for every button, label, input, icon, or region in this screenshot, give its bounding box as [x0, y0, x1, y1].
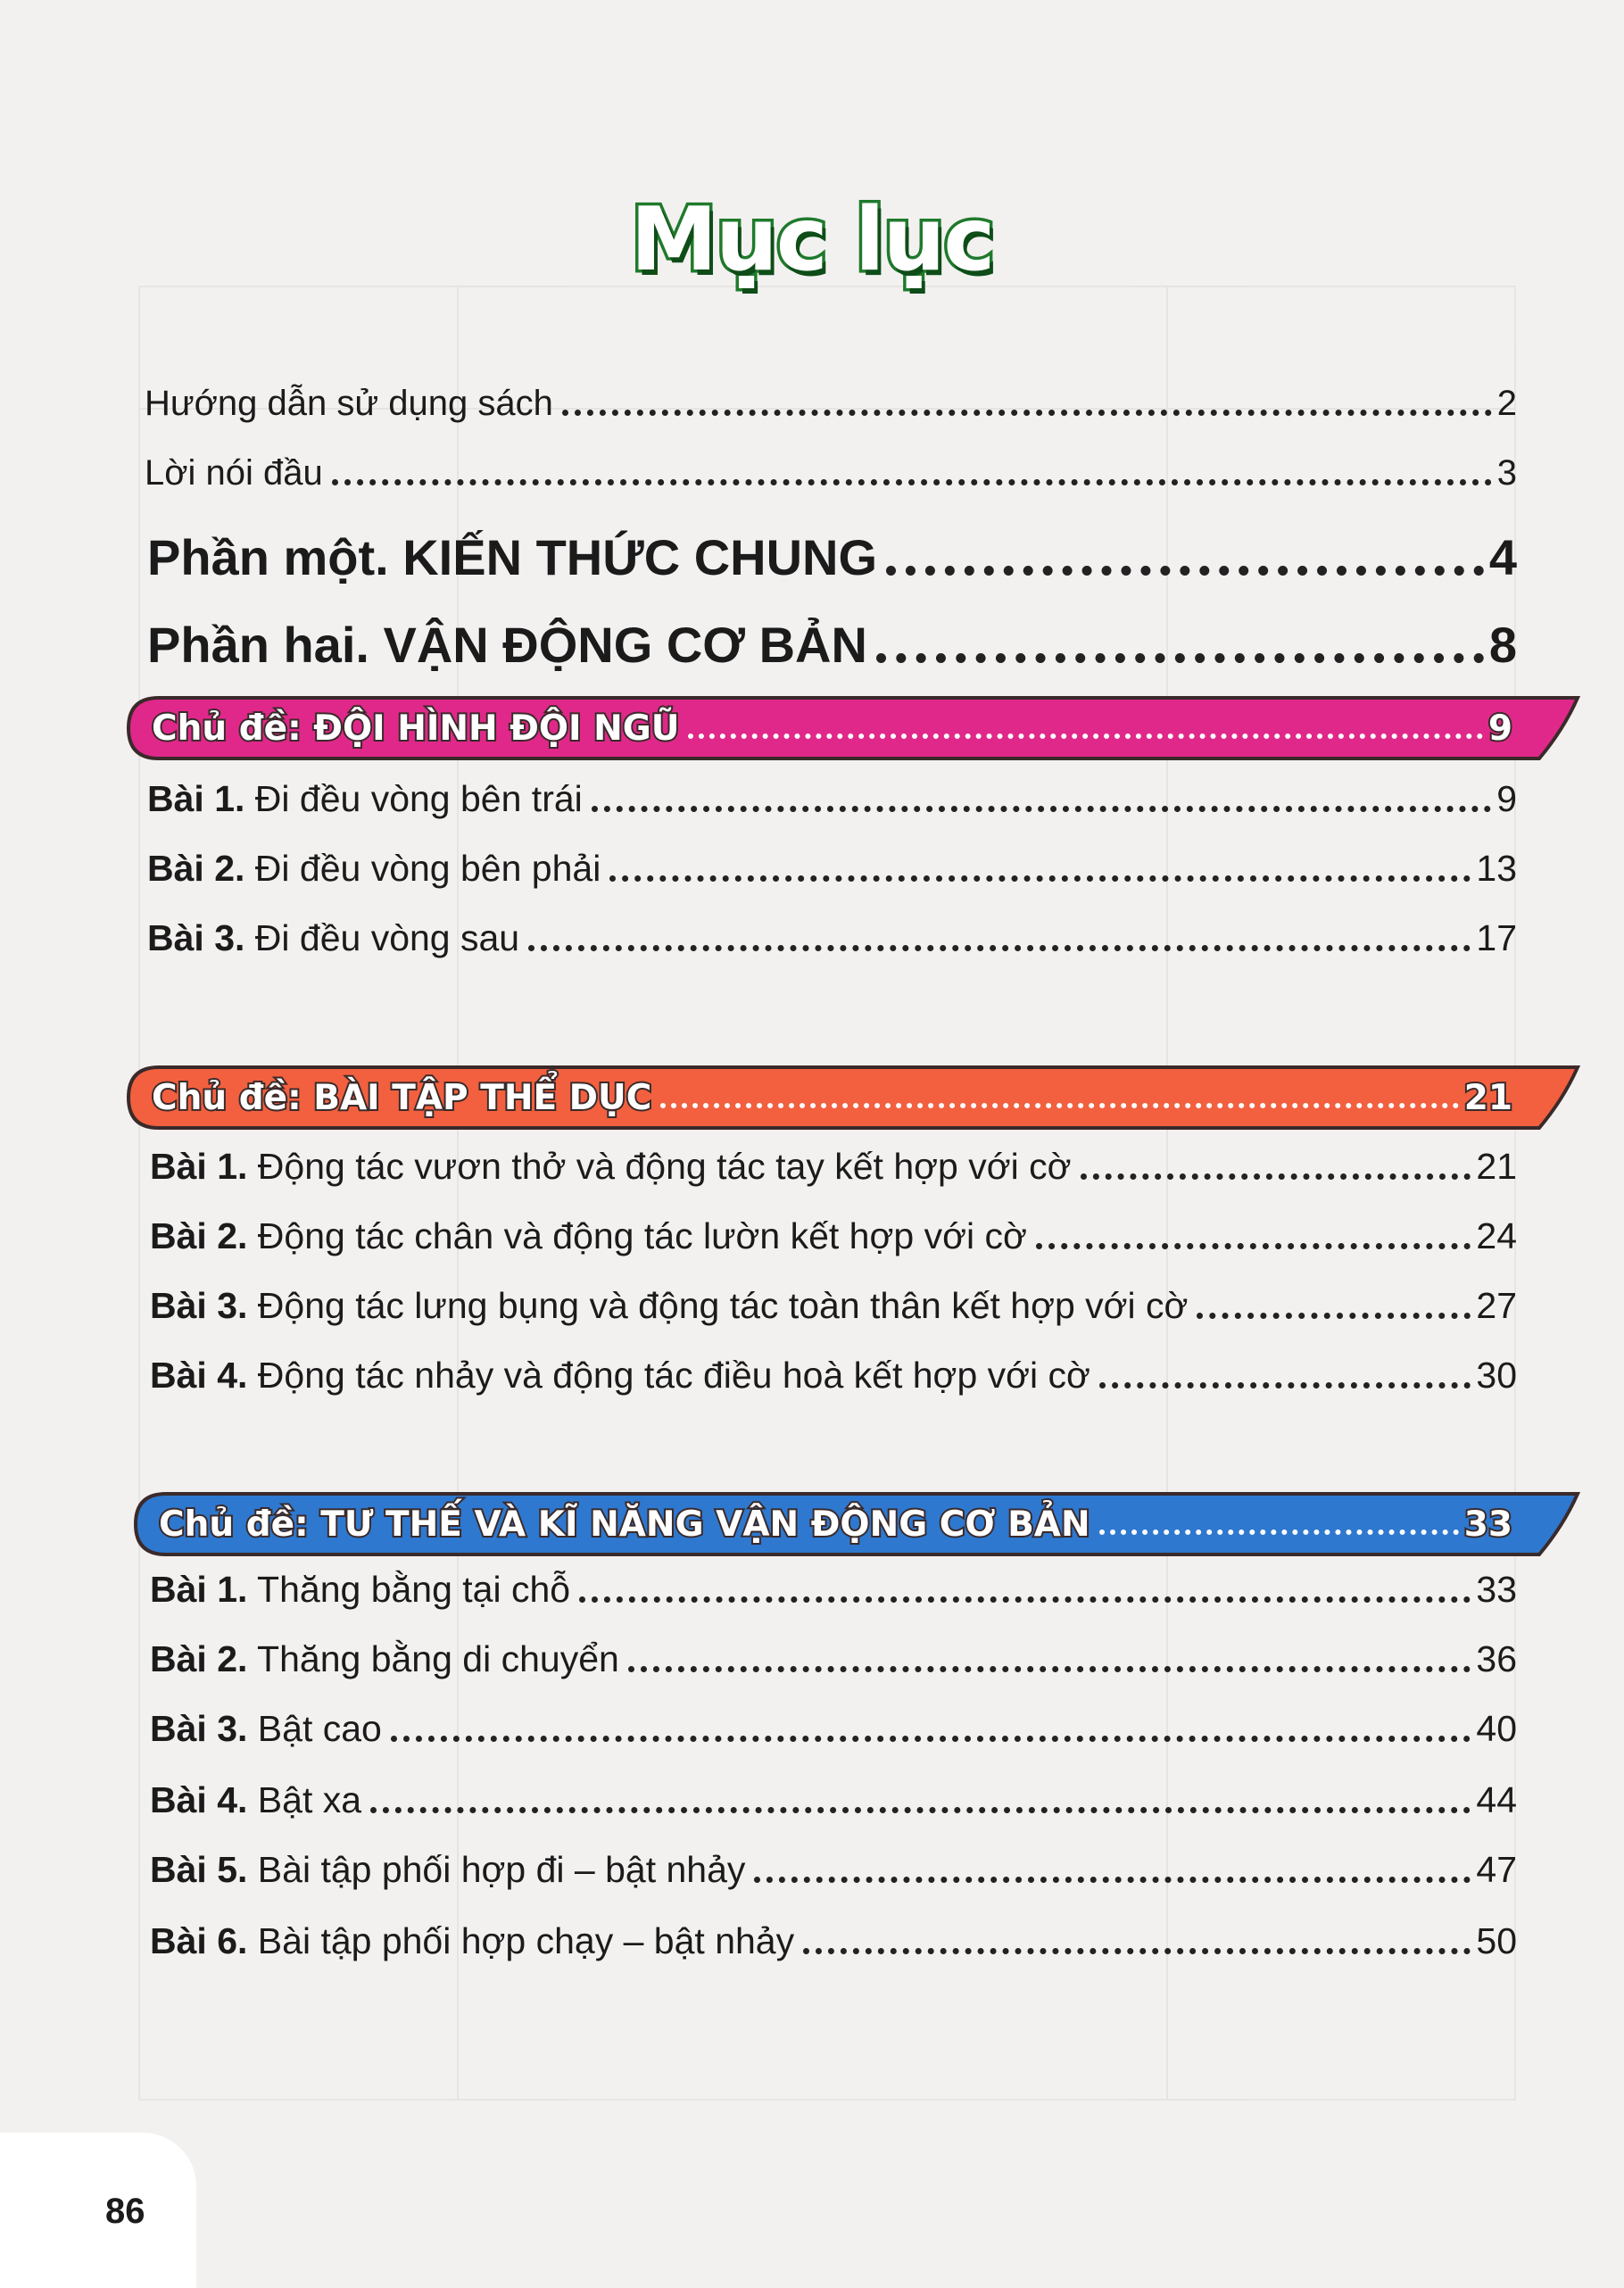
lesson-number: Bài 1.: [150, 1569, 248, 1610]
toc-entry-preface[interactable]: [145, 453, 1517, 493]
lesson-entry[interactable]: [150, 1920, 1517, 1962]
lesson-entry[interactable]: [150, 1285, 1517, 1327]
lesson-entry[interactable]: [147, 917, 1517, 959]
lesson-page: 30: [1476, 1355, 1517, 1396]
lesson-title: Đi đều vòng sau: [254, 917, 520, 958]
lesson-entry[interactable]: [150, 1355, 1517, 1397]
lesson-page: 50: [1476, 1920, 1517, 1961]
leader-dots: [628, 1666, 1471, 1672]
lesson-title: Bài tập phối hợp đi – bật nhảy: [257, 1849, 746, 1890]
leader-dots: [562, 410, 1492, 416]
leader-dots: [1099, 1529, 1459, 1535]
toc-entry-page: 3: [1496, 453, 1517, 493]
lesson-entry[interactable]: [150, 1708, 1517, 1750]
lesson-entry[interactable]: [150, 1638, 1517, 1680]
leader-dots: [1099, 1382, 1471, 1389]
lesson-page: 24: [1476, 1215, 1517, 1256]
topic-label: Chủ đề: ĐỘI HÌNH ĐỘI NGŨ: [152, 708, 680, 749]
topic-label: Chủ đề: TƯ THẾ VÀ KĨ NĂNG VẬN ĐỘNG CƠ BẢN: [159, 1504, 1090, 1545]
leader-dots: [391, 1736, 1471, 1742]
lesson-page: 36: [1476, 1638, 1517, 1679]
topic-page: 21: [1463, 1077, 1512, 1118]
toc-part-one[interactable]: [147, 528, 1517, 586]
page-corner: [0, 2133, 196, 2288]
lesson-page: 17: [1476, 917, 1517, 958]
topic-banner-exercise[interactable]: [125, 1064, 1584, 1132]
lesson-page: 21: [1476, 1146, 1517, 1187]
leader-dots: [876, 653, 1484, 663]
leader-dots: [592, 806, 1491, 812]
lesson-title: Bài tập phối hợp chạy – bật nhảy: [257, 1920, 795, 1961]
lesson-page: 9: [1496, 778, 1517, 819]
lesson-title: Thăng bằng tại chỗ: [257, 1569, 571, 1610]
leader-dots: [1197, 1313, 1471, 1319]
leader-dots: [609, 875, 1471, 882]
leader-dots: [754, 1877, 1471, 1883]
lesson-entry[interactable]: [150, 1569, 1517, 1611]
topic-page: 33: [1463, 1504, 1512, 1545]
leader-dots: [370, 1807, 1471, 1813]
lesson-title: Bật xa: [257, 1779, 362, 1820]
title-block: [0, 189, 1624, 291]
toc-part-page: 4: [1488, 529, 1517, 585]
lesson-title: Đi đều vòng bên phải: [254, 848, 601, 889]
toc-entry-label: Hướng dẫn sử dụng sách: [145, 384, 553, 423]
leader-dots: [1081, 1173, 1471, 1180]
toc-part-label: Phần hai. VẬN ĐỘNG CƠ BẢN: [147, 617, 867, 673]
toc-entry-page: 2: [1496, 384, 1517, 423]
lesson-number: Bài 2.: [150, 1215, 248, 1256]
lesson-entry[interactable]: [150, 1779, 1517, 1821]
lesson-page: 13: [1476, 848, 1517, 889]
lesson-number: Bài 4.: [150, 1355, 248, 1396]
lesson-number: Bài 3.: [147, 917, 245, 958]
lesson-page: 33: [1476, 1569, 1517, 1610]
lesson-title: Động tác vươn thở và động tác tay kết hợp với cờ: [257, 1146, 1072, 1187]
lesson-entry[interactable]: [150, 1849, 1517, 1891]
lesson-number: Bài 3.: [150, 1708, 248, 1749]
lesson-title: Thăng bằng di chuyển: [257, 1638, 619, 1679]
leader-dots: [660, 1103, 1458, 1108]
lesson-number: Bài 3.: [150, 1285, 248, 1326]
lesson-page: 40: [1476, 1708, 1517, 1749]
lesson-title: Động tác lưng bụng và động tác toàn thân kết hợp với cờ: [257, 1285, 1189, 1326]
leader-dots: [1036, 1243, 1471, 1249]
leader-dots: [528, 945, 1471, 951]
lesson-entry[interactable]: [150, 1215, 1517, 1257]
leader-dots: [886, 566, 1484, 576]
lesson-number: Bài 1.: [147, 778, 245, 819]
leader-dots: [803, 1948, 1471, 1954]
toc-entry-label: Lời nói đầu: [145, 453, 323, 493]
lesson-number: Bài 1.: [150, 1146, 248, 1187]
lesson-entry[interactable]: [147, 848, 1517, 890]
page-title: Mục lục: [630, 189, 994, 291]
lesson-title: Đi đều vòng bên trái: [254, 778, 583, 819]
topic-banner-formation[interactable]: [125, 694, 1584, 762]
lesson-number: Bài 5.: [150, 1849, 248, 1890]
topic-banner-posture[interactable]: [132, 1490, 1584, 1558]
lesson-entry[interactable]: [150, 1146, 1517, 1188]
leader-dots: [332, 479, 1492, 485]
toc-part-two[interactable]: [147, 616, 1517, 674]
lesson-number: Bài 4.: [150, 1779, 248, 1820]
page-number: 86: [105, 2192, 145, 2231]
topic-page: 9: [1487, 708, 1512, 749]
lesson-page: 44: [1476, 1779, 1517, 1820]
lesson-number: Bài 2.: [150, 1638, 248, 1679]
lesson-title: Động tác nhảy và động tác điều hoà kết hợp với cờ: [257, 1355, 1090, 1396]
lesson-number: Bài 2.: [147, 848, 245, 889]
leader-dots: [688, 734, 1482, 739]
lesson-title: Bật cao: [257, 1708, 382, 1749]
lesson-number: Bài 6.: [150, 1920, 248, 1961]
toc-part-page: 8: [1488, 617, 1517, 673]
toc-part-label: Phần một. KIẾN THỨC CHUNG: [147, 529, 878, 585]
topic-label: Chủ đề: BÀI TẬP THỂ DỤC: [152, 1077, 652, 1118]
lesson-page: 27: [1476, 1285, 1517, 1326]
leader-dots: [579, 1596, 1471, 1603]
lesson-entry[interactable]: [147, 778, 1517, 820]
lesson-title: Động tác chân và động tác lườn kết hợp với cờ: [257, 1215, 1027, 1256]
toc-entry-guide[interactable]: [145, 384, 1517, 424]
lesson-page: 47: [1476, 1849, 1517, 1890]
